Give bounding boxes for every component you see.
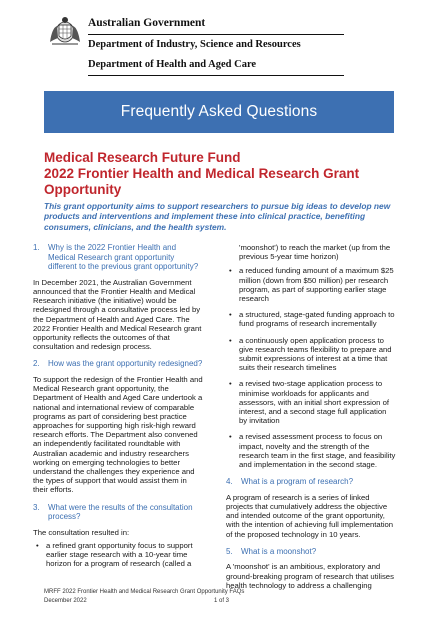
page-footer — [44, 588, 394, 607]
bullet-icon: • — [229, 432, 232, 442]
intro-text: This grant opportunity aims to support researchers to pursue big ideas to develop new products and interventions and implement these into clinical practice, benefiting consumers, clinicians, and the health system. — [44, 201, 391, 232]
list-item: • a refined grant opportunity focus to support earlier stage research with a 10-year time horizon for a program of research (called a — [33, 541, 203, 569]
question-text: Why is the 2022 Frontier Health and Medical Research grant opportunity different to the previous grant opportunity? — [48, 243, 199, 272]
question-5 — [226, 547, 396, 557]
list-item: • a revised two-stage application process to minimise workloads for applicants and assessors, with an initial short expression of interest, and a second stage full application by invitation — [226, 379, 396, 425]
question-text: How was the grant opportunity redesigned? — [48, 359, 203, 369]
banner-title: Frequently Asked Questions — [120, 103, 318, 120]
question-number: 2. — [33, 359, 40, 369]
question-text: What is a moonshot? — [241, 546, 317, 556]
bullet-icon: • — [229, 310, 232, 320]
list-item: • a continuously open application process to give research teams flexibility to prepare and submit expressions of interest at a time that suits their research timelines — [226, 336, 396, 373]
page-title — [44, 150, 404, 198]
answer-5: A 'moonshot' is an ambitious, exploratory and ground-breaking program of research that utilises health technology to address a challenging — [226, 562, 394, 590]
footer-document-title: MRFF 2022 Frontier Health and Medical Research Grant Opportunity FAQs — [44, 589, 245, 595]
bullet-icon: • — [229, 379, 232, 389]
left-column — [33, 243, 203, 576]
bullet-icon: • — [229, 266, 232, 276]
answer-1: In December 2021, the Australian Government announced that the Frontier Health and Medical Research initiative (the initiative) would be redesigned through a consultative process led by the Department of Health and Aged Care. The 2022 Frontier Health and Medical Research grant opportunity reflects the outcomes of that consultation and redesign process. — [33, 277, 202, 352]
government-name: Australian Government — [88, 17, 206, 29]
question-text: What were the results of the consultation process? — [48, 502, 193, 522]
question-text: What is a program of research? — [241, 477, 354, 487]
right-column — [226, 243, 396, 598]
department-name-2: Department of Health and Aged Care — [88, 59, 257, 70]
coat-of-arms-icon — [48, 16, 82, 46]
footer-date: December 2022 — [44, 598, 87, 604]
question-1 — [33, 243, 203, 272]
question-number: 1. — [33, 243, 40, 252]
bullet-icon: • — [36, 541, 39, 551]
question-number: 5. — [226, 546, 233, 556]
question-number: 3. — [33, 502, 40, 512]
list-item: • a revised assessment process to focus on impact, novelty and the strength of the research team in the first stage, and feasibility and implementation in the second stage. — [226, 432, 396, 469]
bullet-icon: • — [229, 335, 232, 345]
header-divider-bottom — [88, 75, 344, 76]
header-divider — [88, 34, 344, 35]
answer-4: A program of research is a series of linked projects that cumulatively address the objective and intended outcome of the grant opportunity, with the intention of achieving full implementation of the proposed technology in 10 years. — [226, 492, 394, 539]
department-name-1: Department of Industry, Science and Resources — [88, 39, 301, 50]
question-4 — [226, 477, 396, 487]
continued-text: 'moonshot') to reach the market (up from the previous 5-year time horizon) — [239, 243, 391, 262]
answer-3: The consultation resulted in: — [33, 527, 130, 537]
list-item: • a structured, stage-gated funding approach to fund programs of research incrementally — [226, 310, 396, 328]
question-3 — [33, 503, 203, 522]
question-number: 4. — [226, 477, 233, 487]
question-2 — [33, 359, 203, 369]
answer-2: To support the redesign of the Frontier Health and Medical Research grant opportunity, the Department of Health and Aged Care undertook a national and international review of comparable programs as part of considering best practice approaches for supporting high risk-high reward research efforts. The Department also convened an independently facilitated roundtable with Australian academic and industry researchers working on emerging technologies to better understand the challenges they experience and the types of support that would assist them in their efforts. — [33, 375, 203, 495]
government-header — [48, 14, 348, 80]
consultation-results-list — [33, 541, 203, 569]
page-number: 1 of 3 — [214, 598, 230, 604]
faq-banner — [44, 91, 394, 133]
title-line-1: Medical Research Future Fund — [44, 150, 241, 165]
consultation-results-list-continued — [226, 266, 396, 469]
title-line-2: 2022 Frontier Health and Medical Research Grant Opportunity — [44, 166, 360, 197]
list-item: • a reduced funding amount of a maximum $25 million (down from $50 million) per research program, as part of supporting earlier stage research — [226, 266, 396, 303]
